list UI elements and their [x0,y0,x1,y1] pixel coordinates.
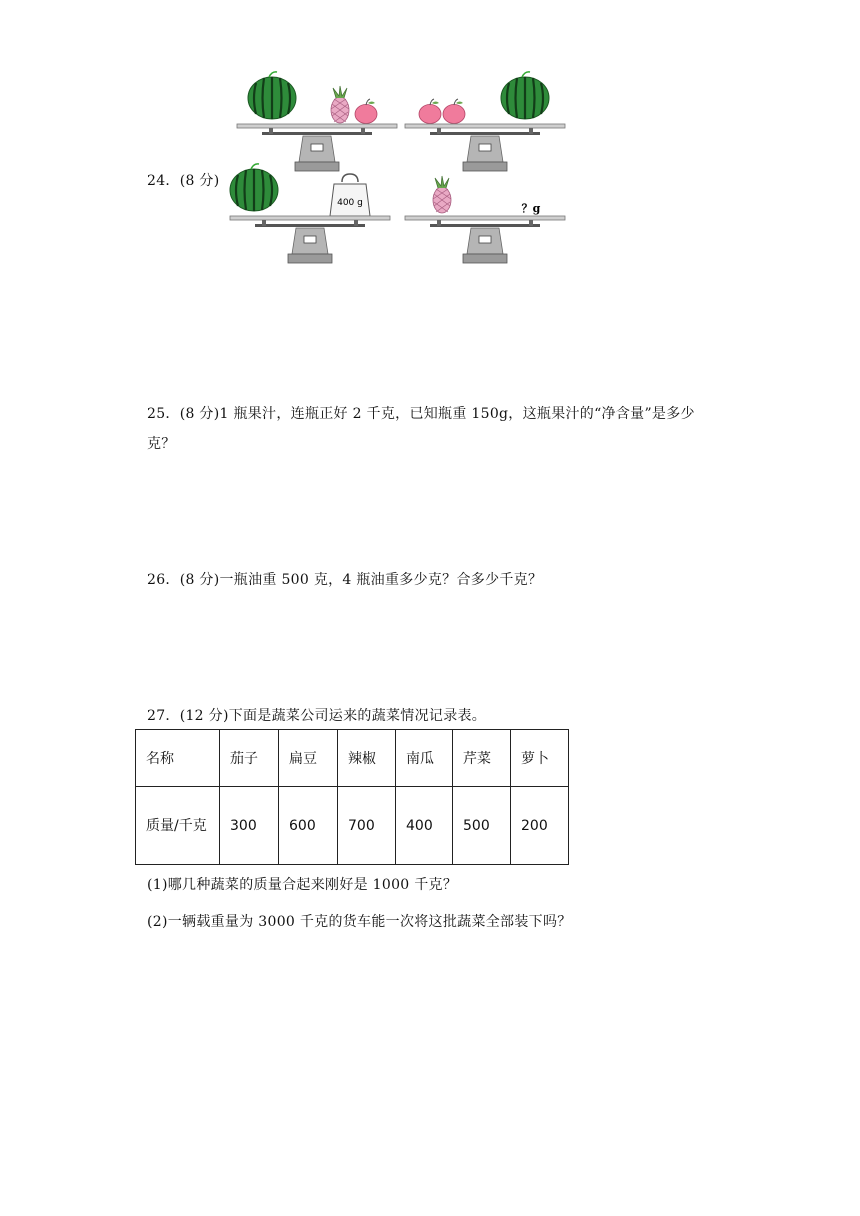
q25-text-line2: 克？ [147,436,176,452]
table-cell: 500 [453,787,511,865]
weight-400g-icon [330,174,370,216]
scale-1 [237,72,397,171]
table-cell: 扁豆 [279,730,338,787]
table-cell: 南瓜 [396,730,453,787]
table-cell: 萝卜 [511,730,569,787]
scale-3 [230,164,390,263]
table-cell: 600 [279,787,338,865]
table-cell: 200 [511,787,569,865]
q24-label: 24．(8 分) [147,173,220,189]
balance-scales-figure [220,70,570,275]
table-row-label: 质量/千克 [136,787,220,865]
q27-sub1: (1)哪几种蔬菜的质量合起来刚好是 1000 千克？ [147,877,458,893]
vegetable-record-table [135,729,569,865]
q26-text: 26．(8 分)一瓶油重 500 克，4 瓶油重多少克？合多少千克？ [147,572,543,588]
table-cell: 茄子 [220,730,279,787]
table-cell: 700 [338,787,396,865]
weight-label: 400 g [337,198,363,208]
scale-2 [405,72,565,171]
table-cell: 辣椒 [338,730,396,787]
q25-text-line1: 25．(8 分)1 瓶果汁，连瓶正好 2 千克，已知瓶重 150g，这瓶果汁的“净含量”是多少 [147,406,695,422]
q27-intro: 27．(12 分)下面是蔬菜公司运来的蔬菜情况记录表。 [147,708,487,724]
table-header-row [136,730,569,787]
table-cell: 名称 [136,730,220,787]
unknown-weight-label: ？g [521,202,541,215]
table-cell: 300 [220,787,279,865]
scale-4 [405,176,565,263]
table-row [136,787,569,865]
table-cell: 芹菜 [453,730,511,787]
q27-sub2: (2)一辆载重量为 3000 千克的货车能一次将这批蔬菜全部装下吗？ [147,914,572,930]
table-cell: 400 [396,787,453,865]
